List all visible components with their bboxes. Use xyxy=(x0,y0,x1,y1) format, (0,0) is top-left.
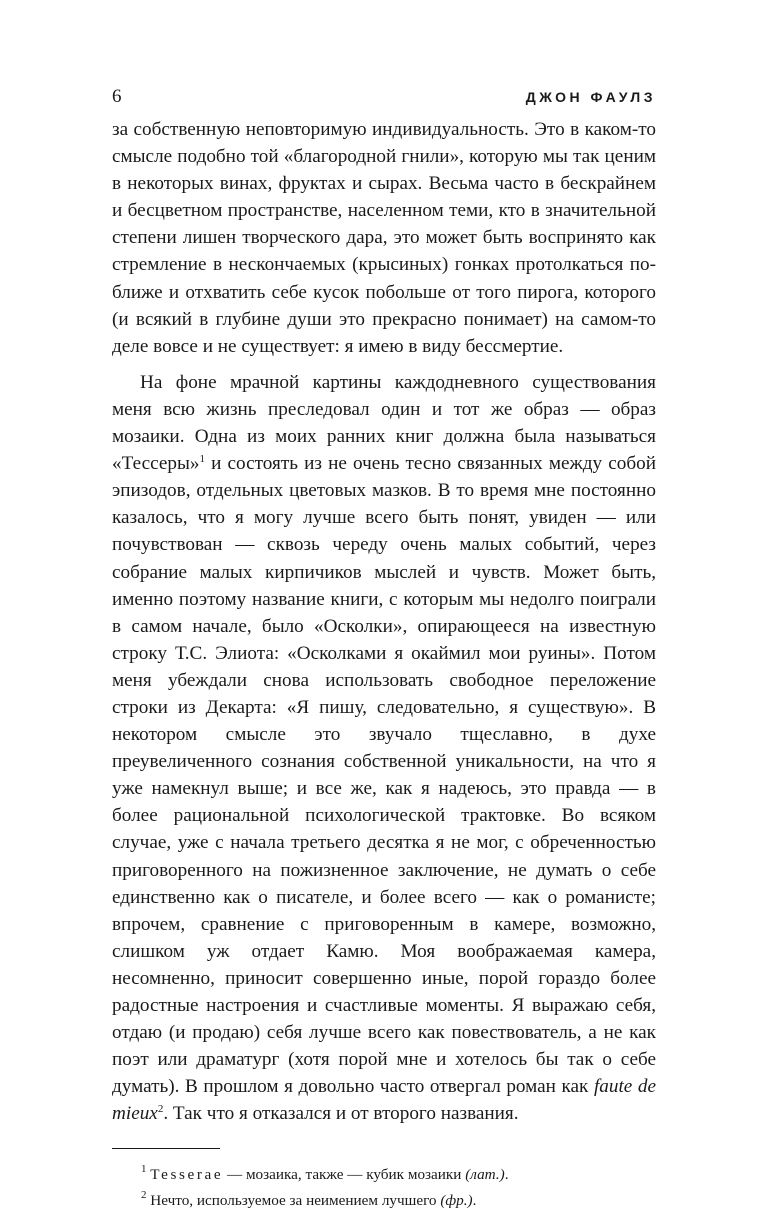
footnotes xyxy=(112,1162,656,1214)
running-head xyxy=(112,80,656,114)
footnote-1-end: . xyxy=(504,1166,509,1184)
footnote-2 xyxy=(141,1188,656,1214)
body-text xyxy=(112,116,656,1127)
author-name: ДЖОН ФАУЛЗ xyxy=(525,89,656,105)
footnote-1-number: 1 xyxy=(141,1163,147,1176)
footnote-1 xyxy=(141,1162,656,1188)
paragraph-1-text: за собственную неповторимую индивидуальность. Это в каком-то смысле подобно той «благородной гнили», которую мы так ценим в некоторых винах, фруктах и сырах. Весьма часто в бескрайнем и бесцветном пространстве, населенном теми, кто в значительной степени лишен творческого дара, это может быть воспринято как стремление в нескончаемых (крысиных) гонках протолкаться поближе и отхватить себе кусок побольше от того пирога, которого (и всякий в глубине души это прекрасно понимает) на самом-то деле вовсе и не существует: я имею в виду бессмертие. xyxy=(112,119,656,357)
footnote-1-text: — мозаика, также — кубик мозаики xyxy=(223,1166,466,1184)
footnote-1-term: Tesserae xyxy=(150,1166,224,1184)
paragraph-2-text-c: . Так что я отказался и от второго названия. xyxy=(163,1103,519,1125)
paragraph-2 xyxy=(112,369,656,1128)
footnote-2-lang: (фр.) xyxy=(440,1192,473,1210)
italic-phrase: faute de mieux xyxy=(112,1076,656,1125)
footnote-ref-2[interactable]: 2 xyxy=(157,1103,164,1116)
footnote-divider xyxy=(112,1148,220,1149)
paragraph-1 xyxy=(112,116,656,360)
footnote-2-text: Нечто, используемое за неимением лучшего xyxy=(150,1192,441,1210)
footnote-1-lang: (лат.) xyxy=(465,1166,505,1184)
paragraph-2-text-a: На фоне мрачной картины каждодневного существования меня всю жизнь преследовал один и тот же образ — образ мозаики. Одна из моих ранних книг должна была называться «Тессеры» xyxy=(112,371,656,475)
book-page xyxy=(112,80,656,1214)
footnote-ref-1[interactable]: 1 xyxy=(199,453,205,466)
paragraph-2-text-b: и состоять из не очень тесно связанных между собой эпизодов, отдельных цветовых мазков. В то время мне постоянно казалось, что я могу лучше всего быть понят, увиден — или почувствован — сквозь череду очень малых событий, через собрание малых кирпичиков мыслей и чувств. Может быть, именно поэтому название книги, с которым мы недолго поиграли в самом начале, было «Осколки», опирающееся на известную строку Т.С. Элиота: «Осколками я окаймил мои руины». Потом меня убеждали снова использовать свободное переложение строки из Декарта: «Я пишу, следовательно, я существую». В некотором смысле это звучало тщеславно, в духе преувеличенного сознания собственной уникальности, на что я уже намекнул выше; и все же, как я надеюсь, это правда — в более рациональной психологической трактовке. Во всяком случае, уже с начала третьего десятка я не мог, с обреченностью приговоренного на пожизненное заключение, не думать о себе единственно как о писателе, и более всего — как о романисте; впрочем, сравнение с приговоренным в камере, возможно, слишком уж отдает Камю. Моя воображаемая камера, несомненно, приносит совершенно иные, порой гораздо более радостные настроения и счастливые моменты. Я выражаю себя, отдаю (и продаю) себя лучше всего как повествователь, а не как поэт или драматург (хотя порой мне и хотелось бы так о себе думать). В прошлом я довольно часто отвергал роман как xyxy=(112,453,656,1098)
footnote-2-end: . xyxy=(472,1192,477,1210)
page-number: 6 xyxy=(112,86,122,107)
footnote-2-number: 2 xyxy=(141,1189,147,1202)
